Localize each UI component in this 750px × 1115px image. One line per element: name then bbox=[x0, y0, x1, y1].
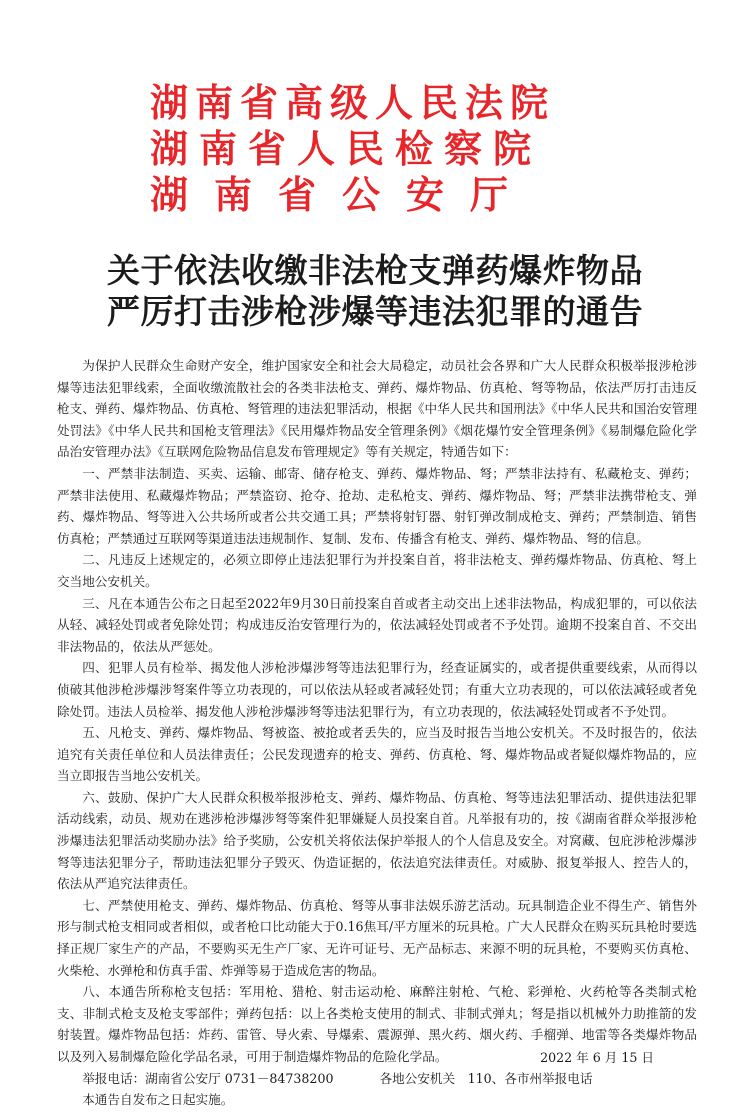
notice-body bbox=[57, 355, 697, 1111]
issuer-public-security: 湖 南 省 公 安 厅 bbox=[150, 173, 503, 217]
notice-title bbox=[0, 250, 750, 332]
clause-7: 七、严禁使用枪支、弹药、爆炸物品、仿真枪、弩等从事非法娱乐游艺活动。玩具制造企业不得生产、销售外形与制式枪支相同或者相似，或者枪口比动能大于0.16焦耳/平方厘米的玩具枪。广大人民群众在购买玩具枪时要选择正规厂家生产的产品，不要购买无生产厂家、无许可证号、无产品标志、来源不明的玩具枪，不要购买仿真枪、火柴枪、水弹枪和仿真手雷、炸弹等易于造成危害的物品。 bbox=[57, 897, 697, 978]
clause-4: 四、犯罪人员有检举、揭发他人涉枪涉爆涉弩等违法犯罪行为，经查证属实的，或者提供重要线索，从而得以侦破其他涉枪涉爆涉弩案件等立功表现的，可以依法从轻或者减轻处罚；有重大立功表现的，可以依法减轻或者免除处罚。违法人员检举、揭发他人涉枪涉爆涉弩等违法犯罪行为，有立功表现的，依法减轻处罚或者不予处罚。 bbox=[57, 660, 697, 719]
issuer-procuratorate: 湖南省人民检察院 bbox=[150, 127, 543, 171]
hotline-label: 举报电话：湖南省公安厅 bbox=[82, 1070, 221, 1086]
issuer-court: 湖南省高级人民法院 bbox=[150, 81, 556, 125]
issuer-block bbox=[150, 80, 610, 218]
clause-5: 五、凡枪支、弹药、爆炸物品、弩被盗、被抢或者丢失的，应当及时报告当地公安机关。不及时报告的，依法追究有关责任单位和人员法律责任；公民发现遗弃的枪支、弹药、仿真枪、弩、爆炸物品或者疑似爆炸物品的，应当立即报告当地公安机关。 bbox=[57, 725, 697, 784]
title-line-2: 严厉打击涉枪涉爆等违法犯罪的通告 bbox=[107, 292, 643, 331]
preamble-paragraph: 为保护人民群众生命财产安全，维护国家安全和社会大局稳定，动员社会各界和广大人民群众积极举报涉枪涉爆等违法犯罪线索，全面收缴流散社会的各类非法枪支、弹药、爆炸物品、仿真枪、弩等物品，依法严厉打击违反枪支、弹药、爆炸物品、仿真枪、弩管理的违法犯罪活动，根据《中华人民共和国刑法》《中华人民共和国治安管理处罚法》《中华人民共和国枪支管理法》《民用爆炸物品安全管理条例》《烟花爆竹安全管理条例》《易制爆危险化学品治安管理办法》《互联网危险物品信息发布管理规定》等有关规定，特通告如下： bbox=[57, 358, 697, 460]
effective-statement: 本通告自发布之日起实施。 bbox=[82, 1092, 234, 1108]
clause-8: 八、本通告所称枪支包括：军用枪、猎枪、射击运动枪、麻醉注射枪、气枪、彩弹枪、火药枪等各类制式枪支、非制式枪支及枪支零部件；弹药包括：以上各类枪支使用的制式、非制式弹丸；弩是指以机械外力助推箭的发射装置。爆炸物品包括：炸药、雷管、导火索、导爆索、震源弹、黑火药、烟火药、手榴弹、地雷等各类爆炸物品以及列入易制爆危险化学品名录，可用于制造爆炸物品的危险化学品。 bbox=[57, 984, 697, 1064]
clause-3: 三、凡在本通告公布之日起至2022年9月30日前投案自首或者主动交出上述非法物品，构成犯罪的，可以依法从轻、减轻处罚或者免除处罚；构成违反治安管理行为的，依法减轻处罚或者不予处罚。逾期不投案自首、不交出非法物品的，依法从严惩处。 bbox=[57, 595, 697, 654]
title-line-1: 关于依法收缴非法枪支弹药爆炸物品 bbox=[107, 251, 643, 290]
clause-2: 二、凡违反上述规定的，必须立即停止违法犯罪行为并投案自首，将非法枪支、弹药爆炸物品、仿真枪、弩上交当地公安机关。 bbox=[57, 552, 697, 589]
hotline-phone: 0731－84738200 bbox=[224, 1070, 334, 1086]
report-hotline bbox=[57, 1068, 697, 1090]
hotline-local: 各地公安机关 110、各市州举报电话 bbox=[379, 1070, 593, 1086]
clause-6: 六、鼓励、保护广大人民群众积极举报涉枪支、弹药、爆炸物品、仿真枪、弩等违法犯罪活动、提供违法犯罪活动线索，动员、规劝在逃涉枪涉爆涉弩等案件犯罪嫌疑人员投案自首。凡举报有功的，按《湖南省群众举报涉枪涉爆违法犯罪活动奖励办法》给予奖励，公安机关将依法保护举报人的个人信息及安全。对窝藏、包庇涉枪涉爆涉弩等违法犯罪分子，帮助违法犯罪分子毁灭、伪造证据的，依法追究法律责任。对威胁、报复举报人、控告人的，依法从严追究法律责任。 bbox=[57, 789, 697, 892]
issue-date: 2022 年 6 月 15 日 bbox=[540, 1050, 654, 1065]
clause-1: 一、严禁非法制造、买卖、运输、邮寄、储存枪支、弹药、爆炸物品、弩；严禁非法持有、私藏枪支、弹药；严禁非法使用、私藏爆炸物品；严禁盗窃、抢夺、抢劫、走私枪支、弹药、爆炸物品、弩；严禁非法携带枪支、弹药、爆炸物品、弩等进入公共场所或者公共交通工具；严禁将射钉器、射钉弹改制成枪支、弹药；严禁制造、销售仿真枪；严禁通过互联网等渠道违法违规制作、复制、发布、传播含有枪支、弹药、爆炸物品、弩的信息。 bbox=[57, 465, 697, 546]
